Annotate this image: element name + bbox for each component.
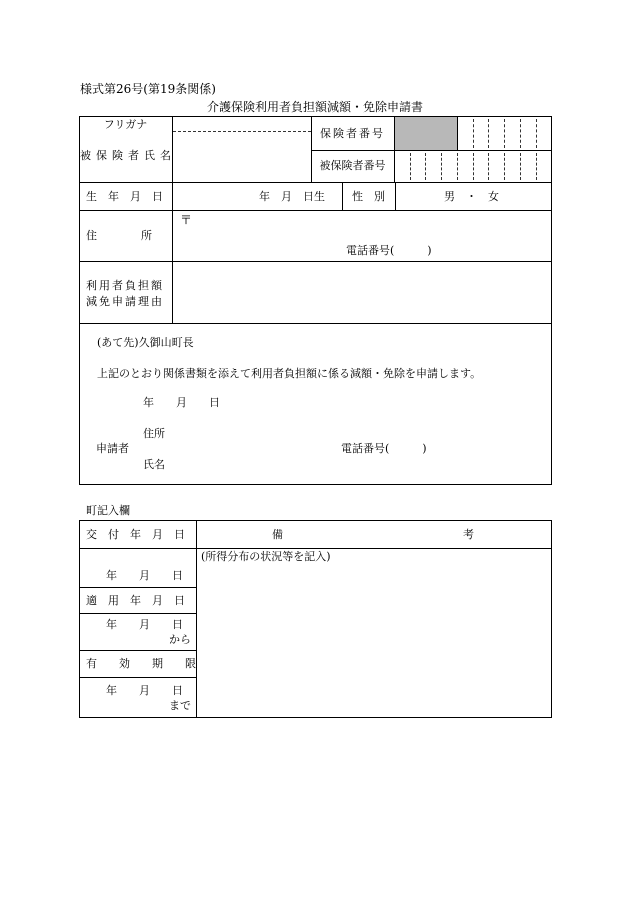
insured-number-label: 被保険者番号 bbox=[319, 159, 386, 172]
town-section-title: 町記入欄 bbox=[86, 504, 130, 517]
until-label: まで bbox=[169, 699, 191, 712]
phone-label: 電話番号( ) bbox=[346, 244, 432, 257]
addressee: (あて先)久御山町長 bbox=[97, 336, 194, 349]
reason-label-line1: 利用者負担額 bbox=[86, 279, 164, 292]
issue-date-value: 年 月 日 bbox=[106, 569, 183, 582]
apply-date-value: 年 月 日 bbox=[106, 618, 183, 631]
insured-name-label: 被保険者氏名 bbox=[80, 149, 176, 162]
birthdate-label: 生 年 月 日 bbox=[86, 190, 163, 203]
applicant-label: 申請者 bbox=[96, 442, 129, 455]
reason-label-line2: 減免申請理由 bbox=[86, 295, 164, 308]
validity-label: 有 効 期 限 bbox=[86, 657, 196, 670]
from-label: から bbox=[169, 633, 191, 646]
address-label: 住 所 bbox=[86, 229, 152, 242]
insurer-number-label: 保険者番号 bbox=[320, 127, 385, 140]
form-id: 様式第26号(第19条関係) bbox=[80, 82, 216, 96]
remarks-label-2: 考 bbox=[463, 528, 474, 541]
form-title: 介護保険利用者負担額減額・免除申請書 bbox=[206, 100, 423, 114]
applicant-address-label: 住所 bbox=[143, 427, 165, 440]
validity-date-value: 年 月 日 bbox=[106, 684, 183, 697]
issue-date-label: 交 付 年 月 日 bbox=[86, 528, 185, 541]
gender-label: 性 別 bbox=[352, 190, 385, 203]
postal-mark: 〒 bbox=[180, 213, 193, 227]
apply-date-label: 適 用 年 月 日 bbox=[86, 594, 185, 607]
applicant-name-label: 氏名 bbox=[143, 458, 165, 471]
remarks-label: 備 bbox=[272, 528, 283, 541]
applicant-phone-label: 電話番号( ) bbox=[341, 442, 427, 455]
gender-value: 男 ・ 女 bbox=[444, 190, 499, 203]
declaration-date: 年 月 日 bbox=[143, 396, 220, 409]
insurer-number-shaded-cell bbox=[395, 117, 457, 150]
remarks-note: (所得分布の状況等を記入) bbox=[201, 550, 331, 563]
furigana-label: フリガナ bbox=[103, 118, 148, 131]
birthdate-value: 年 月 日生 bbox=[259, 190, 325, 203]
declaration-statement: 上記のとおり関係書類を添えて利用者負担額に係る減額・免除を申請します。 bbox=[97, 367, 482, 380]
